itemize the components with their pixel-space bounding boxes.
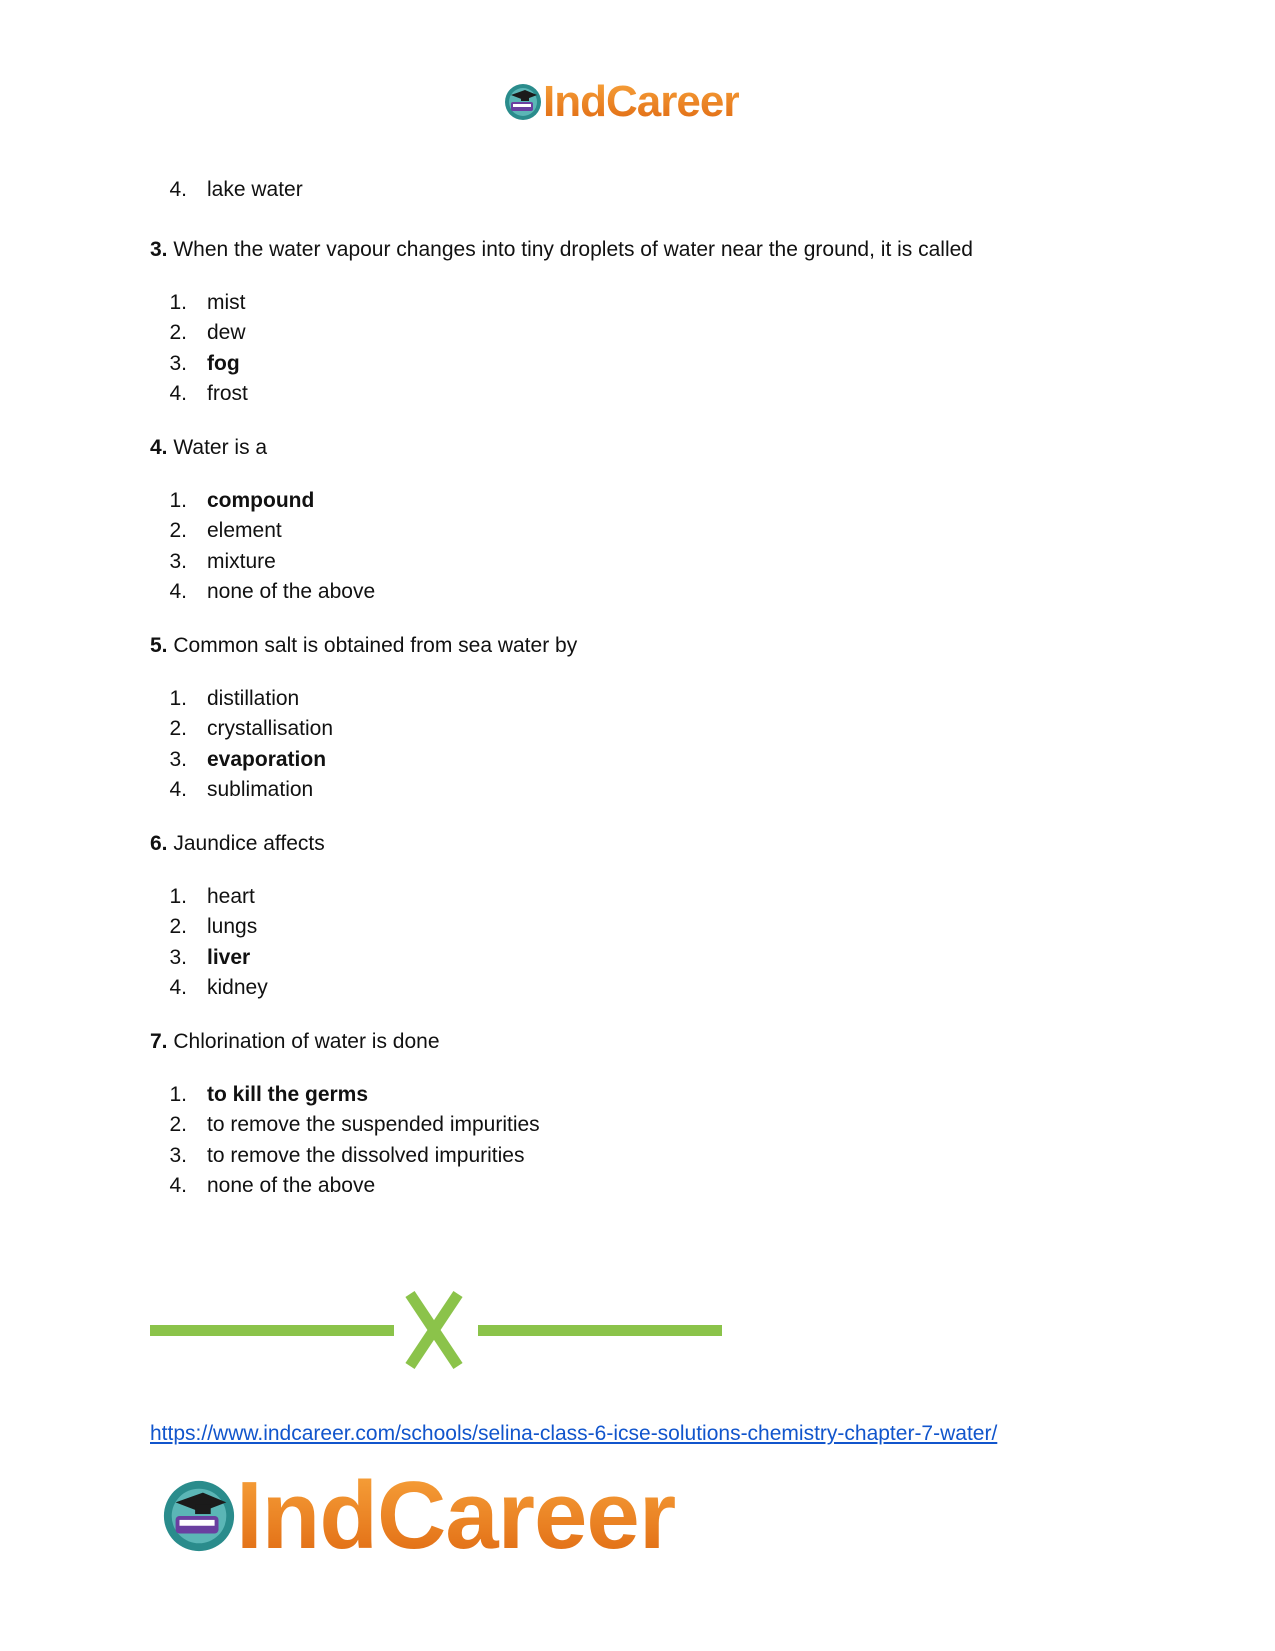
option-number: 3. [169,549,187,573]
question-text: Jaundice affects [173,831,325,855]
question-text: Chlorination of water is done [173,1029,440,1053]
question-number: 6. [150,831,168,855]
question-4 [150,434,1150,462]
option-number: 4. [169,178,187,201]
option-item [150,516,1150,547]
option-number: 2. [169,915,187,938]
graduation-book-icon [503,82,543,122]
option-item [150,684,1150,715]
option-number: 4. [169,580,187,603]
option-item-correct [150,943,1150,974]
divider-line-left [150,1325,394,1336]
option-number: 3. [169,945,187,969]
option-number: 1. [169,686,187,710]
question-text: Common salt is obtained from sea water by [173,633,578,657]
option-text: none of the above [207,580,376,603]
question-number: 5. [150,633,168,657]
option-text: dew [207,321,246,344]
option-item-correct [150,1080,1150,1111]
question-3 [150,236,1150,264]
document-body [150,175,1150,1226]
option-item [150,379,1150,410]
option-number: 3. [169,351,187,375]
option-text: to kill the germs [207,1082,369,1106]
footer-logo [160,1462,676,1569]
option-number: 3. [169,1143,187,1167]
option-text: evaporation [207,747,327,771]
option-text: heart [207,884,255,908]
option-number: 4. [169,1174,187,1197]
question-5 [150,632,1150,660]
option-text: distillation [207,686,300,710]
option-number: 4. [169,382,187,405]
option-number: 4. [169,976,187,999]
option-item [150,547,1150,578]
question-text: Water is a [173,435,268,459]
question-list [150,236,1150,1202]
header-logo [503,77,740,126]
x-divider-icon [150,1290,740,1377]
option-text: kidney [207,976,268,999]
option-text: fog [207,351,240,375]
option-item [150,1171,1150,1202]
option-number: 2. [169,321,187,344]
graduation-book-icon [160,1477,238,1555]
option-text: crystallisation [207,717,334,740]
list-item [150,175,1150,206]
option-text: mist [207,290,246,314]
divider-line-right [478,1325,722,1336]
question-text: When the water vapour changes into tiny droplets of water near the ground, it is called [173,237,973,261]
question-7 [150,1028,1150,1056]
previous-question-tail [150,175,1150,206]
option-text: to remove the dissolved impurities [207,1143,525,1167]
option-number: 1. [169,488,187,512]
option-number: 2. [169,519,187,542]
option-list [150,288,1150,410]
option-item [150,775,1150,806]
option-text: frost [207,382,248,405]
option-item-correct [150,486,1150,517]
source-link[interactable]: https://www.indcareer.com/schools/selina-class-6-icse-solutions-chemistry-chapter-7-water/ [150,1422,998,1445]
option-text: lungs [207,915,258,938]
option-text: none of the above [207,1174,376,1197]
option-item [150,1141,1150,1172]
option-number: 2. [169,717,187,740]
option-text: liver [207,945,251,969]
option-number: 3. [169,747,187,771]
option-number: 1. [169,1082,187,1106]
question-number: 4. [150,435,168,459]
option-item-correct [150,349,1150,380]
option-number: 1. [169,290,187,314]
option-text: element [207,519,282,542]
question-number: 3. [150,237,168,261]
option-text: mixture [207,549,276,573]
option-text: lake water [207,178,303,201]
option-list [150,486,1150,608]
question-number: 7. [150,1029,168,1053]
option-number: 1. [169,884,187,908]
option-text: sublimation [207,778,314,801]
option-item-correct [150,745,1150,776]
option-number: 2. [169,1113,187,1136]
header-logo-text: IndCareer [543,77,740,126]
option-item [150,1110,1150,1141]
footer-logo-text: IndCareer [236,1462,676,1569]
option-list [150,684,1150,806]
option-text: compound [207,488,315,512]
option-item [150,882,1150,913]
option-list [150,882,1150,1004]
question-6 [150,830,1150,858]
option-item [150,288,1150,319]
option-item [150,577,1150,608]
option-number: 4. [169,778,187,801]
option-text: to remove the suspended impurities [207,1113,540,1136]
option-item [150,912,1150,943]
option-item [150,714,1150,745]
option-item [150,973,1150,1004]
option-list [150,1080,1150,1202]
option-item [150,318,1150,349]
